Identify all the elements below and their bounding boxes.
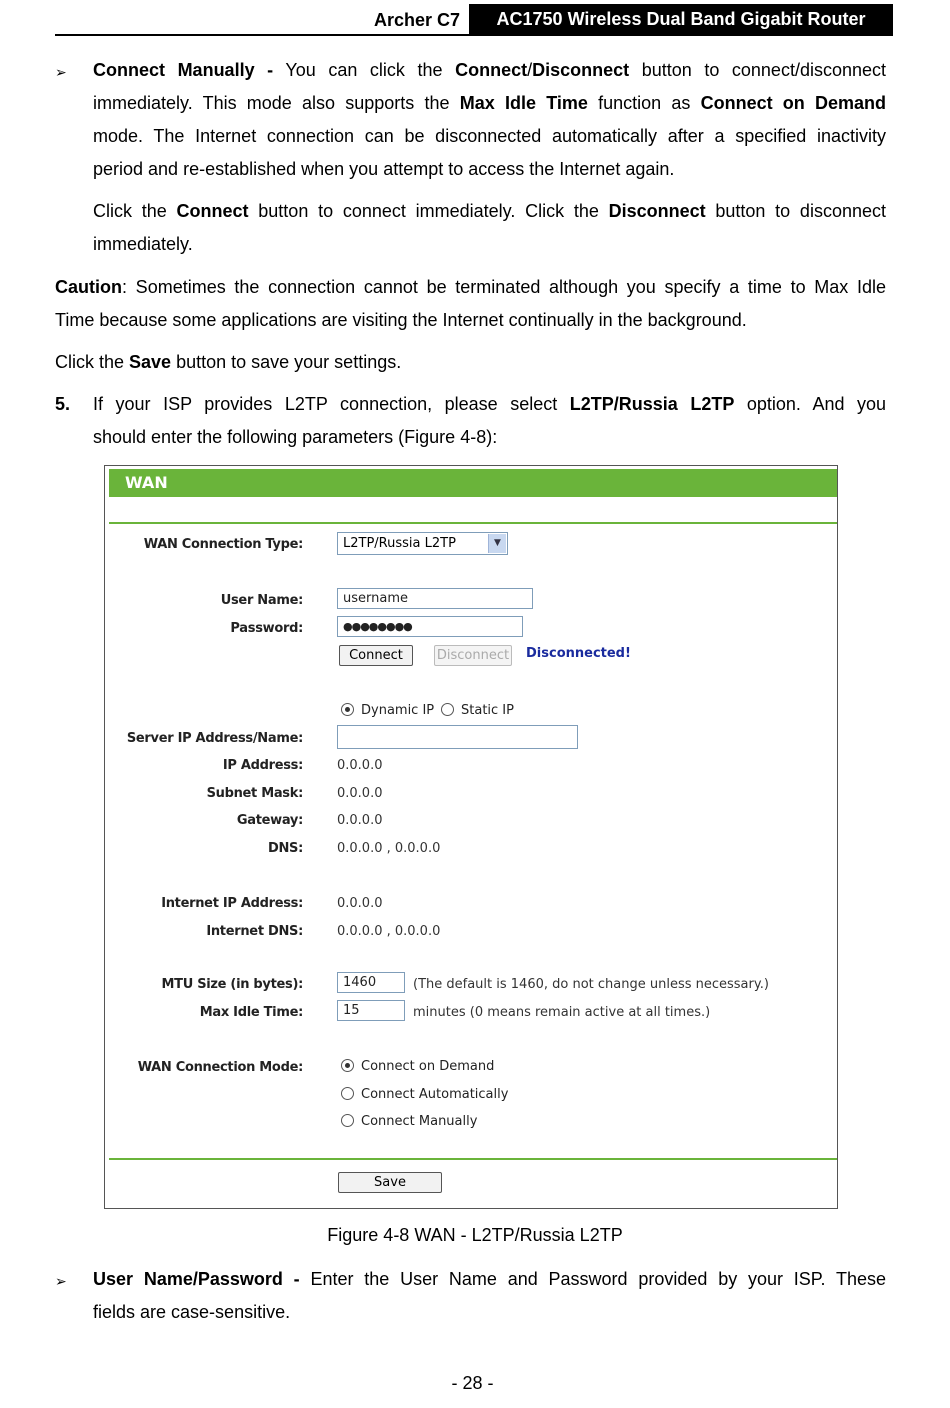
mtu-note: (The default is 1460, do not change unless necessary.) — [413, 977, 769, 992]
username-input[interactable]: username — [337, 588, 533, 609]
mode-label: WAN Connection Mode: — [137, 1060, 303, 1075]
header-product: AC1750 Wireless Dual Band Gigabit Router — [469, 4, 893, 34]
inet-ip-value: 0.0.0.0 — [337, 896, 383, 911]
figure-caption: Figure 4-8 WAN - L2TP/Russia L2TP — [327, 1225, 623, 1245]
page-number: - 28 - — [451, 1373, 494, 1393]
gateway-label: Gateway: — [236, 813, 303, 828]
password-label: Password: — [230, 621, 303, 636]
mask-label: Subnet Mask: — [206, 786, 303, 801]
gateway-value: 0.0.0.0 — [337, 813, 383, 828]
username-label: User Name: — [220, 593, 303, 608]
idle-label: Max Idle Time: — [199, 1005, 303, 1020]
radio-selected-icon — [341, 1059, 354, 1072]
connection-status: Disconnected! — [526, 646, 631, 661]
step5-text: If your ISP provides L2TP connection, please select L2TP/Russia L2TP option. And you should enter the following parameters (Figure 4-8): — [93, 394, 887, 447]
save-note: Click the Save button to save your settings. — [55, 352, 402, 372]
wan-title-bar: WAN — [109, 469, 837, 497]
radio-unselected-icon — [441, 703, 454, 716]
para-user-password: User Name/Password - Enter the User Name and Password provided by your ISP. These fields are case-sensitive. — [93, 1269, 886, 1322]
radio-unselected-icon — [341, 1114, 354, 1127]
ip-value: 0.0.0.0 — [337, 758, 383, 773]
page-header — [55, 4, 893, 36]
bullet-arrow-icon: ➢ — [55, 1273, 67, 1289]
save-button[interactable]: Save — [338, 1172, 442, 1193]
para-click-connect: Click the Connect button to connect immediately. Click the Disconnect button to disconnect immediately. — [93, 201, 886, 254]
radio-unselected-icon — [341, 1087, 354, 1100]
bullet-arrow-icon: ➢ — [55, 64, 67, 80]
mask-value: 0.0.0.0 — [337, 786, 383, 801]
radio-connect-on-demand[interactable]: Connect on Demand — [341, 1059, 494, 1074]
conn-type-select[interactable]: L2TP/Russia L2TP ▼ — [337, 532, 508, 555]
header-model: Archer C7 — [373, 10, 460, 30]
server-label: Server IP Address/Name: — [126, 731, 303, 746]
server-input[interactable] — [337, 725, 578, 749]
password-input[interactable]: ●●●●●●●● — [337, 616, 523, 637]
radio-selected-icon — [341, 703, 354, 716]
para-connect-manually: Connect Manually - You can click the Connect/Disconnect button to connect/disconnect immediately. This mode also supports the Max Idle Time function as Connect on Demand mode. The Internet connection can be disconnected automatically after a specified inactivity period and re-established when you attempt to access the Internet again. — [93, 60, 887, 179]
radio-connect-automatically[interactable]: Connect Automatically — [341, 1087, 508, 1102]
mtu-label: MTU Size (in bytes): — [161, 977, 303, 992]
ip-label: IP Address: — [222, 758, 303, 773]
term-connect-manually: Connect Manually - — [93, 60, 274, 80]
disconnect-button[interactable]: Disconnect — [434, 645, 512, 666]
connect-button[interactable]: Connect — [339, 645, 413, 666]
dns-label: DNS: — [267, 841, 303, 856]
conn-type-label: WAN Connection Type: — [143, 537, 303, 552]
idle-note: minutes (0 means remain active at all times.) — [413, 1005, 711, 1020]
wan-settings-screenshot — [104, 465, 838, 1209]
step-number: 5. — [55, 394, 71, 414]
radio-dynamic-ip[interactable]: Dynamic IP — [341, 703, 434, 718]
inet-dns-label: Internet DNS: — [206, 924, 303, 939]
inet-ip-label: Internet IP Address: — [161, 896, 303, 911]
mtu-input[interactable]: 1460 — [337, 972, 405, 993]
idle-input[interactable]: 15 — [337, 1000, 405, 1021]
inet-dns-value: 0.0.0.0 , 0.0.0.0 — [337, 924, 441, 939]
caution-note: Caution: Sometimes the connection cannot be terminated although you specify a time to Max Idle Time because some applications are visiting the Internet continually in the background. — [55, 277, 886, 330]
radio-connect-manually[interactable]: Connect Manually — [341, 1114, 477, 1129]
dns-value: 0.0.0.0 , 0.0.0.0 — [337, 841, 441, 856]
radio-static-ip[interactable]: Static IP — [441, 703, 514, 718]
chevron-down-icon: ▼ — [488, 534, 506, 553]
divider — [109, 522, 837, 524]
divider — [109, 1158, 837, 1160]
